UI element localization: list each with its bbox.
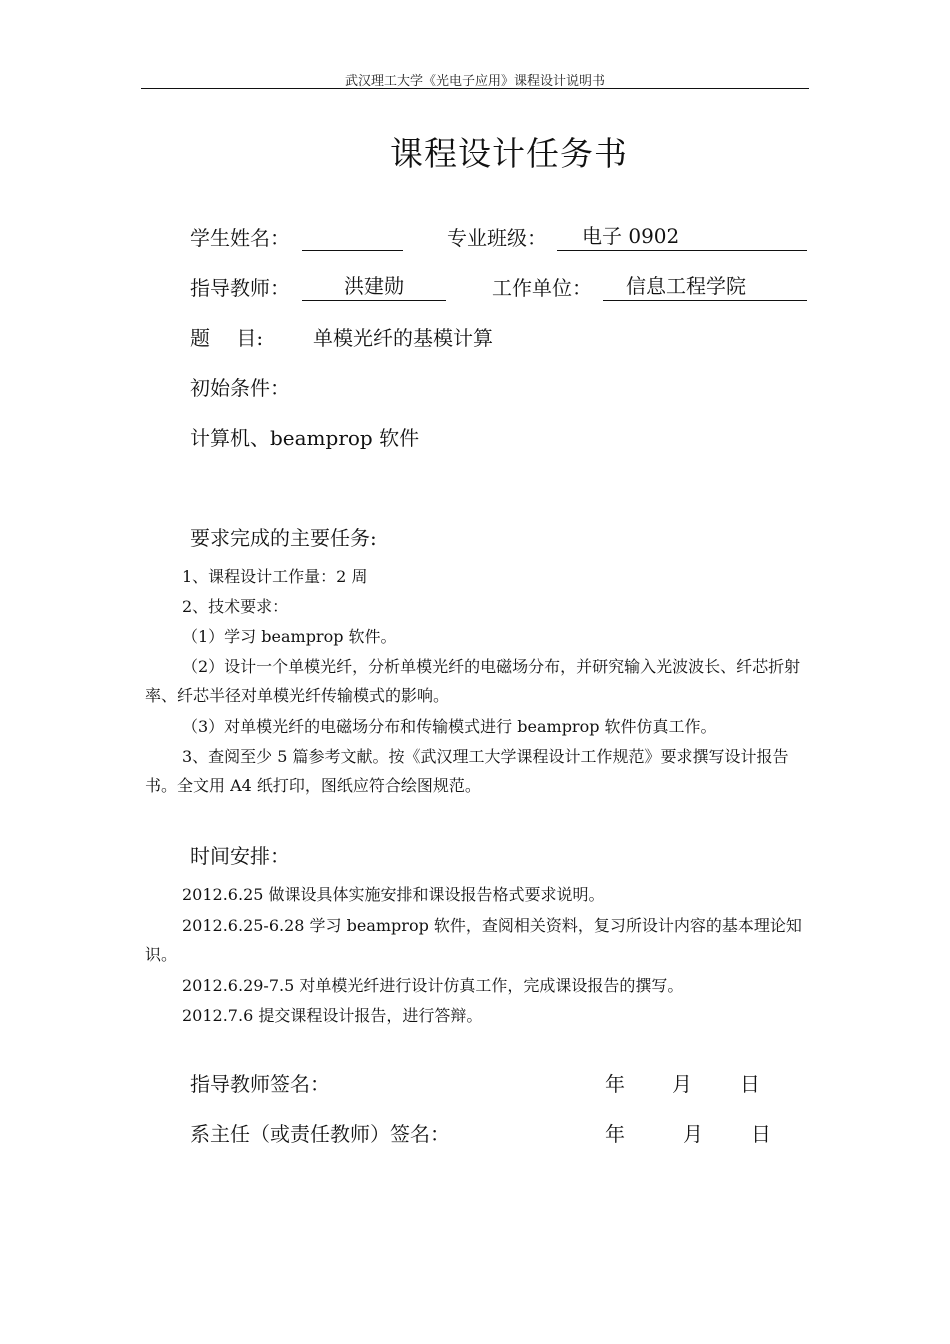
student-name-field bbox=[302, 222, 403, 251]
advisor-signature-label: 指导教师签名： bbox=[190, 1072, 330, 1096]
schedule-item: 2012.7.6 提交课程设计报告，进行答辩。 bbox=[182, 1006, 483, 1025]
unit-label: 工作单位： bbox=[492, 276, 592, 300]
header-rule bbox=[141, 88, 809, 89]
task-item: 1、课程设计工作量：2 周 bbox=[182, 567, 368, 586]
document-title: 课程设计任务书 bbox=[390, 134, 628, 173]
director-signature-month: 月 bbox=[683, 1122, 703, 1146]
director-signature-label: 系主任（或责任教师）签名： bbox=[190, 1122, 450, 1146]
schedule-item: 2012.6.29-7.5 对单模光纤进行设计仿真工作，完成课设报告的撰写。 bbox=[182, 976, 684, 995]
major-class-field: 电子 0902 bbox=[557, 222, 807, 251]
topic-value: 单模光纤的基模计算 bbox=[313, 326, 493, 350]
task-item: 3、查阅至少 5 篇参考文献。按《武汉理工大学课程设计工作规范》要求撰写设计报告书。全文用 A4 纸打印，图纸应符合绘图规范。 bbox=[145, 747, 789, 795]
advisor-label: 指导教师： bbox=[190, 276, 290, 300]
student-name-label: 学生姓名： bbox=[190, 226, 290, 250]
initial-conditions-label: 初始条件： bbox=[190, 376, 290, 400]
topic-label: 题 目: bbox=[190, 326, 264, 350]
task-item: 2、技术要求： bbox=[182, 597, 289, 616]
running-header: 武汉理工大学《光电子应用》课程设计说明书 bbox=[344, 74, 605, 89]
director-signature-day: 日 bbox=[751, 1122, 771, 1146]
schedule-heading: 时间安排： bbox=[190, 844, 290, 868]
task-item: （3）对单模光纤的电磁场分布和传输模式进行 beamprop 软件仿真工作。 bbox=[182, 717, 717, 736]
advisor-signature-day: 日 bbox=[740, 1072, 760, 1096]
task-item: （2）设计一个单模光纤，分析单模光纤的电磁场分布，并研究输入光波波长、纤芯折射率、纤芯半径对单模光纤传输模式的影响。 bbox=[145, 657, 801, 705]
advisor-signature-year: 年 bbox=[605, 1072, 625, 1096]
tasks-heading: 要求完成的主要任务: bbox=[190, 526, 377, 550]
task-item: （1）学习 beamprop 软件。 bbox=[182, 627, 397, 646]
major-class-label: 专业班级： bbox=[447, 226, 547, 250]
schedule-item: 2012.6.25 做课设具体实施安排和课设报告格式要求说明。 bbox=[182, 885, 605, 904]
initial-conditions-value: 计算机、beamprop 软件 bbox=[190, 426, 420, 450]
unit-field: 信息工程学院 bbox=[603, 272, 807, 301]
advisor-field: 洪建勋 bbox=[302, 272, 446, 301]
schedule-item: 2012.6.25-6.28 学习 beamprop 软件，查阅相关资料，复习所设计内容的基本理论知识。 bbox=[145, 916, 802, 964]
director-signature-year: 年 bbox=[605, 1122, 625, 1146]
advisor-signature-month: 月 bbox=[672, 1072, 692, 1096]
